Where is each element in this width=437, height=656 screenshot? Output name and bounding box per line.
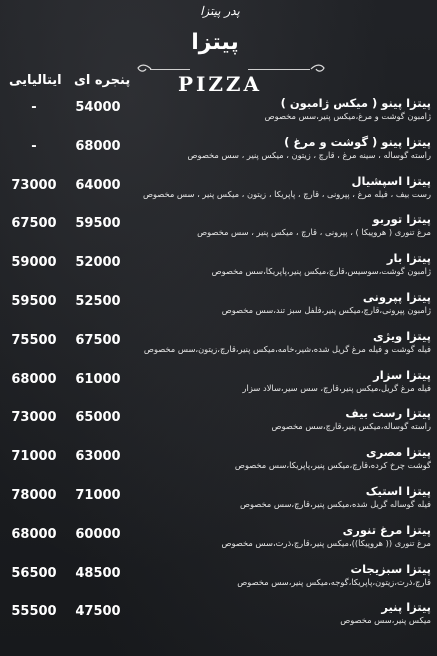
price-italian: 71000 (11, 449, 57, 465)
item-description: ژامبون گوشت،سوسیس،قارچ،میکس پنیر،پاپریکا،سس مخصوص (211, 266, 431, 277)
price-italian: 73000 (11, 410, 57, 426)
item-name: پیتزا سزار (373, 367, 431, 382)
item-description: راسته گوساله ، سینه مرغ ، قارچ ، زیتون ، میکس پنیر ، سس مخصوص (187, 149, 431, 160)
item-description: فیله گوساله گریل شده،میکس پنیر،قارچ،سس مخصوص (239, 499, 431, 509)
price-italian: 59000 (11, 255, 57, 271)
price-window: 54000 (75, 100, 121, 115)
item-description: گوشت چرخ کرده،قارچ،میکس پنیر،پاپریکا،سس مخصوص (234, 460, 431, 471)
price-italian: 68000 (11, 371, 57, 387)
item-name: پیتزا استیک (365, 484, 431, 498)
price-italian: - (31, 138, 37, 154)
column-header-italian: ایتالیایی (9, 73, 62, 88)
item-description: رست بیف ، فیله مرغ ، پپرونی ، قارچ ، پاپریکا ، زیتون ، میکس پنیر ، سس مخصوص (142, 188, 431, 199)
item-description: ژامبون پپرونی،قارچ،میکس پنیر،فلفل سبز تند،سس مخصوص (221, 305, 431, 315)
price-italian: 75500 (11, 332, 57, 348)
column-header-window: پنجره ای (74, 73, 131, 88)
item-name: پیتزا رست بیف (345, 406, 431, 421)
price-window: 61000 (75, 371, 121, 387)
page-title-fa: پیتزا (191, 30, 239, 55)
price-window: 60000 (75, 526, 121, 542)
item-name: پیتزا توربو (372, 212, 431, 227)
price-italian: 59500 (11, 294, 57, 309)
item-description: فیله مرغ گریل،میکس پنیر،قارچ، سس سیر،سالاد سزار (242, 382, 431, 393)
price-window: 47500 (75, 604, 121, 620)
price-italian: 68000 (11, 526, 57, 542)
price-window: 65000 (75, 410, 121, 426)
item-description: قارچ،ذرت،زیتون،پاپریکا،گوجه،میکس پنیر،سس مخصوص (237, 576, 431, 587)
item-name: پیتزا مصری (366, 445, 431, 460)
brand-logo: پدر پیتزا (200, 4, 240, 18)
price-italian: 78000 (11, 488, 57, 503)
price-italian: 56500 (11, 565, 57, 581)
price-window: 67500 (75, 332, 121, 348)
item-description: فیله گوشت و فیله مرغ گریل شده،شیر،خامه،میکس پنیر،قارچ،زیتون،سس مخصوص (143, 343, 431, 354)
item-description: میکس پنیر،سس مخصوص (340, 615, 431, 626)
price-window: 52500 (75, 294, 121, 309)
price-window: 71000 (75, 488, 121, 503)
price-window: 52000 (75, 255, 121, 271)
item-name: پیتزا پپرونی (362, 290, 431, 304)
item-description: راسته گوساله،میکس پنیر،قارچ،سس مخصوص (271, 421, 431, 432)
price-window: 48500 (75, 565, 121, 581)
page-title-en: PIZZA (177, 72, 263, 96)
item-name: پیتزا پنیر (381, 600, 431, 615)
item-description: ژامبون گوشت و مرغ،میکس پنیر،سس مخصوص (264, 111, 431, 121)
item-name: پیتزا بار (386, 251, 431, 266)
item-description: مرغ تنوری (( هروپیکا))،میکس پنیر،قارچ،ذرت،سس مخصوص (221, 537, 431, 548)
price-window: 63000 (75, 449, 121, 465)
price-window: 68000 (75, 138, 121, 154)
price-italian: - (31, 100, 37, 115)
price-italian: 73000 (11, 177, 57, 193)
item-name: پیتزا ویژی (373, 328, 431, 343)
price-italian: 55500 (11, 604, 57, 620)
price-italian: 67500 (11, 216, 57, 232)
item-name: پیتزا مرغ تنوری (342, 522, 431, 537)
item-description: مرغ تنوری ( هروپیکا ) ، پپرونی ، قارچ ، میکس پنیر ، سس مخصوص (197, 227, 431, 238)
item-name: پیتزا پینو ( گوشت و مرغ ) (284, 134, 431, 149)
price-window: 59500 (75, 216, 121, 232)
price-window: 64000 (75, 177, 121, 193)
item-name: پیتزا پینو ( میکس ژامبون ) (280, 96, 431, 110)
item-name: پیتزا اسپشیال (351, 173, 431, 188)
item-name: پیتزا سبزیجات (350, 561, 431, 576)
